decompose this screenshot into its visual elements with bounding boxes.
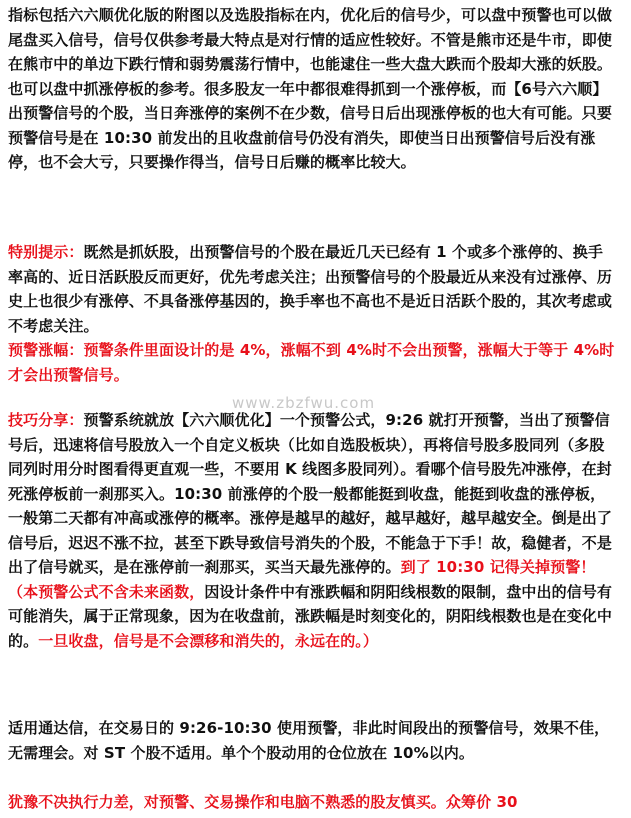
tips-text-1: 预警系统就放【六六顺优化】一个预警公式，9:26 就打开预警，当出了预警信号后，迅速将信号股放入一个自定义板块（比如自选股板块），再将信号股多股同列（多股同列时用分时图看得更直观一些，不要用 K 线图多股同列）。看哪个信号股先冲涨停，在封死涨停板前一刹那买入。10:30 前涨停的个股一般都能挺到收盘，能挺到收盘的涨停板，一般第二天都有冲高或涨停的概率。涨停是越早的越好，越早越好，越早越安全。倒是出了信号后，迟迟不涨不拉，甚至下跌导致信号消失的个股，不能急于下手！故，稳健者，不是出了信号就买，是在涨停前一刹那买，买当天最先涨停的。 xyxy=(8,411,613,576)
intro-paragraph: 指标包括六六顺优化版的附图以及选股指标在内，优化后的信号少，可以盘中预警也可以做尾盘买入信号，信号仅供参考最大特点是对行情的适应性较好。不管是熊市还是牛市，即使在熊市中的单边下跌行情和弱势震荡行情中，也能逮住一些大盘大跌而个股却大涨的妖股。也可以盘中抓涨停板的参考。很多股友一年中都很难得抓到一个涨停板，而【6号六六顺】出预警信号的个股，当日奔涨停的案例不在少数，信号日后出现涨停板的也大有可能。只要预警信号是在 10:30 前发出的且收盘前信号仍没有消失，即使当日出预警信号后没有涨停，也不会大亏，只要操作得当，信号日后赚的概率比较大。 xyxy=(8,6,613,171)
tips-label: 技巧分享： xyxy=(8,411,84,429)
special-tip-label: 特别提示： xyxy=(8,243,84,261)
special-tip-paragraph xyxy=(8,240,618,338)
special-tip-text: 既然是抓妖股，出预警信号的个股在最近几天已经有 1 个或多个涨停的、换手率高的、近日活跃股反而更好，优先考虑关注；出预警信号的个股最近从来没有过涨停、历史上也很少有涨停、不具备涨停基因的，换手率也不高也不是近日活跃个股的，其次考虑或不考虑关注。 xyxy=(8,243,613,335)
final-note-paragraph: 犹豫不决执行力差，对预警、交易操作和电脑不熟悉的股友慎买。众筹价 30 xyxy=(8,793,518,811)
tips-red-note-1: 到了 10:30 记得关掉预警！（本预警公式不含未来函数， xyxy=(8,558,596,601)
warning-rise-paragraph: 预警涨幅：预警条件里面设计的是 4%，涨幅不到 4%时不会出预警，涨幅大于等于 4%时才会出预警信号。 xyxy=(8,341,615,384)
usage-paragraph: 适用通达信，在交易日的 9:26-10:30 使用预警，非此时间段出的预警信号，效果不佳，无需理会。对 ST 个股不适用。单个个股动用的仓位放在 10%以内。 xyxy=(8,719,610,762)
site-watermark: www.zbzfwu.com xyxy=(232,394,376,412)
tips-red-note-2: 一旦收盘，信号是不会漂移和消失的，永远在的。） xyxy=(38,631,379,650)
tips-text-2: 因设计条件中有涨跌幅和阴阳线根数的限制，盘中出的信号有可能消失，属于正常现象，因为在收盘前，涨跌幅是时刻变化的，阴阳线根数也是在变化中的。 xyxy=(8,582,613,650)
tips-paragraph xyxy=(8,408,618,653)
